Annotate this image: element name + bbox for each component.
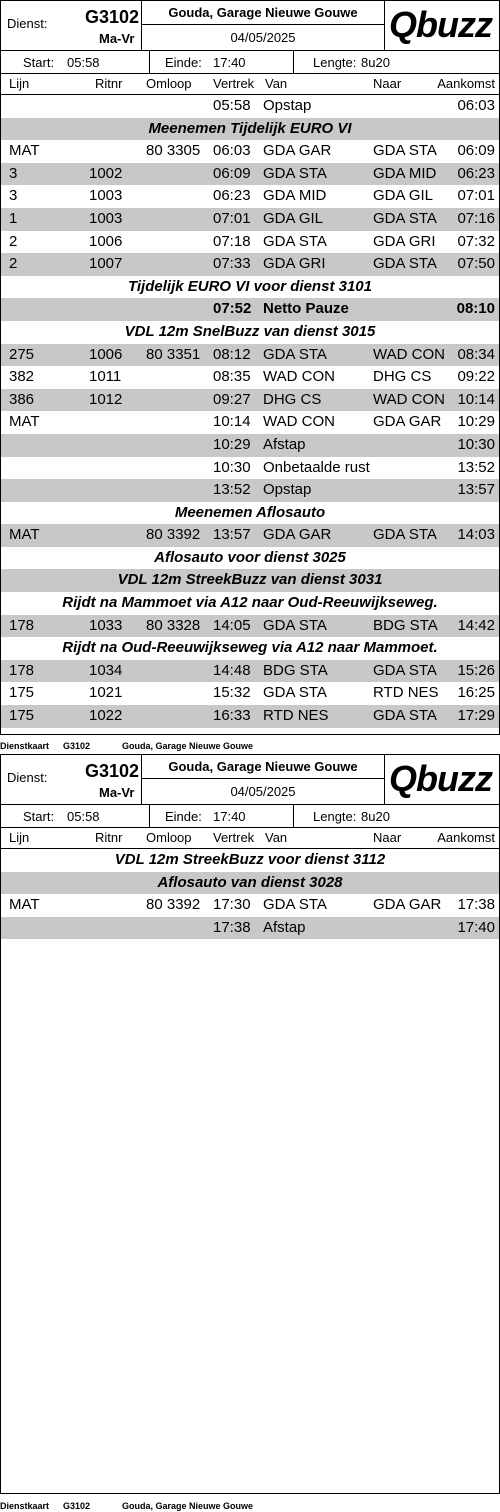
cell-lijn: 275 [9,345,35,363]
footer-location: Gouda, Garage Nieuwe Gouwe [122,741,254,751]
cell-vertrek: 06:23 [213,187,251,205]
trip-row [1,434,499,457]
cell-vertrek: 10:14 [213,413,251,431]
cell-lijn: 178 [9,661,35,679]
cell-vertrek: 17:30 [213,896,251,914]
cell-omloop: 80 3351 [146,345,201,363]
cell-van: Afstap [263,918,306,936]
cell-van: GDA STA [263,232,327,250]
qbuzz-logo: Qbuzz [389,4,492,45]
service-date: 04/05/2025 [141,25,385,50]
trip-row [1,524,499,547]
cell-lijn: MAT [9,413,40,431]
garage-location: Gouda, Garage Nieuwe Gouwe [141,1,385,25]
trip-row [1,95,499,118]
cell-ritnr: 1022 [89,707,123,725]
cell-vertrek: 07:18 [213,232,251,250]
col-aankomst: Aankomst [437,830,495,845]
cell-lijn: 386 [9,390,35,408]
cell-naar: GDA MID [373,164,437,182]
cell-vertrek: 07:52 [213,300,252,318]
service-label: Dienst: [7,770,48,785]
cell-van: GDA STA [263,164,327,182]
cell-naar: BDG STA [373,616,438,634]
cell-naar: GDA GAR [373,413,442,431]
shift-length: 8u20 [361,809,390,824]
cell-naar: GDA STA [373,526,437,544]
section-title [1,872,499,895]
trip-row [1,140,499,163]
col-naar: Naar [373,830,402,845]
cell-aankomst: 13:52 [457,458,495,476]
footer-code: G3102 [63,1501,91,1511]
cell-ritnr: 1003 [89,187,123,205]
trip-row [1,479,499,502]
cell-ritnr: 1002 [89,164,123,182]
card-header [1,755,499,805]
cell-vertrek: 14:48 [213,661,251,679]
cell-vertrek: 13:52 [213,481,251,499]
start-time: 05:58 [67,809,100,824]
cell-van: GDA GAR [263,526,332,544]
cell-van: GDA STA [263,684,327,702]
col-omloop: Omloop [146,76,192,91]
col-naar: Naar [373,76,402,91]
service-code: G3102 [85,7,140,27]
section-title-text: Meenemen Tijdelijk EURO VI [148,119,352,137]
cell-vertrek: 08:12 [213,345,251,363]
cell-naar: GDA STA [373,255,437,273]
cell-aankomst: 07:50 [457,255,495,273]
cell-van: DHG CS [263,390,322,408]
section-title-text: Tijdelijk EURO VI voor dienst 3101 [128,277,372,295]
cell-lijn: MAT [9,142,40,160]
service-label: Dienst: [7,16,48,31]
trip-row [1,457,499,480]
start-label: Start: [23,809,55,824]
column-header [1,74,499,95]
length-label: Lengte: [313,809,357,824]
length-label: Lengte: [313,55,357,70]
section-title-text: Rijdt na Mammoet via A12 naar Oud-Reeuwijkseweg. [62,594,438,612]
section-title-text: VDL 12m StreekBuzz voor dienst 3112 [114,851,386,868]
cell-lijn: 1 [9,209,18,227]
cell-vertrek: 17:38 [213,918,251,936]
cell-ritnr: 1011 [89,368,122,386]
shift-length: 8u20 [361,55,390,70]
cell-naar: WAD CON [373,345,445,363]
cell-vertrek: 05:58 [213,97,251,114]
section-title [1,547,499,570]
cell-lijn: 3 [9,164,18,182]
cell-van: Afstap [263,435,306,453]
cell-vertrek: 09:27 [213,390,251,408]
cell-lijn: 3 [9,187,18,205]
cell-lijn: 175 [9,707,35,725]
trip-row [1,660,499,683]
trip-row [1,917,499,940]
cell-vertrek: 06:03 [213,142,251,160]
trip-row [1,163,499,186]
col-lijn: Lijn [9,76,30,91]
cell-aankomst: 06:09 [457,142,495,160]
trip-row [1,253,499,276]
cell-lijn: 2 [9,255,18,273]
cell-aankomst: 06:03 [457,97,495,114]
service-days: Ma-Vr [99,31,135,46]
cell-van: Opstap [263,481,312,499]
cell-naar: GDA STA [373,707,437,725]
cell-vertrek: 14:05 [213,616,251,634]
cell-van: GDA GRI [263,255,326,273]
duty-card-1 [0,0,500,735]
cell-van: GDA MID [263,187,327,205]
trip-row [1,682,499,705]
start-time: 05:58 [67,55,100,70]
cell-omloop: 80 3392 [146,526,201,544]
cell-ritnr: 1033 [89,616,123,634]
cell-naar: GDA GRI [373,232,436,250]
cell-naar: GDA STA [373,142,437,160]
rows-page-2 [1,849,499,939]
cell-aankomst: 06:23 [457,164,495,182]
col-vertrek: Vertrek [213,76,255,91]
cell-aankomst: 07:01 [457,187,495,205]
cell-vertrek: 08:35 [213,368,251,386]
section-title-text: Meenemen Aflosauto [174,503,326,521]
card-1-head [1,1,499,95]
cell-ritnr: 1007 [89,255,123,273]
cell-omloop: 80 3305 [146,142,201,160]
col-aankomst: Aankomst [437,76,495,91]
footer-code: G3102 [63,741,91,751]
section-title [1,569,499,592]
cell-aankomst: 17:29 [457,707,495,725]
end-label: Einde: [165,809,202,824]
cell-ritnr: 1003 [89,209,123,227]
trip-row [1,366,499,389]
footer-location: Gouda, Garage Nieuwe Gouwe [122,1501,254,1511]
trip-row [1,894,499,917]
cell-aankomst: 09:22 [457,368,495,386]
section-title [1,849,499,872]
trip-row [1,298,499,321]
cell-aankomst: 10:14 [457,390,495,408]
cell-aankomst: 10:29 [457,413,495,431]
cell-ritnr: 1012 [89,390,123,408]
trip-row [1,185,499,208]
cell-aankomst: 08:34 [457,345,495,363]
trip-row [1,231,499,254]
section-title [1,118,499,141]
section-title [1,502,499,525]
cell-omloop: 80 3392 [146,896,201,914]
garage-location: Gouda, Garage Nieuwe Gouwe [141,755,385,779]
footer-label: Dienstkaart [0,741,50,751]
col-vertrek: Vertrek [213,830,255,845]
trip-row [1,411,499,434]
col-van: Van [265,76,288,91]
section-title [1,592,499,615]
cell-aankomst: 16:25 [457,684,495,702]
column-header [1,828,499,849]
col-ritnr: Ritnr [95,830,123,845]
footer-label: Dienstkaart [0,1501,50,1511]
cell-vertrek: 06:09 [213,164,251,182]
cell-omloop: 80 3328 [146,616,201,634]
cell-vertrek: 10:29 [213,435,251,453]
cell-ritnr: 1021 [89,684,123,702]
qbuzz-logo: Qbuzz [389,758,492,799]
cell-aankomst: 10:30 [457,435,495,453]
cell-aankomst: 07:32 [457,232,495,250]
cell-aankomst: 14:42 [457,616,495,634]
cell-lijn: 178 [9,616,35,634]
cell-van: Opstap [263,97,312,114]
cell-naar: DHG CS [373,368,432,386]
section-title [1,276,499,299]
cell-van: GDA GIL [263,209,324,227]
end-label: Einde: [165,55,202,70]
cell-lijn: 175 [9,684,35,702]
service-days: Ma-Vr [99,785,135,800]
card-2-head [1,755,499,849]
end-time: 17:40 [213,55,246,70]
card-header [1,1,499,51]
cell-van: WAD CON [263,368,335,386]
service-code: G3102 [85,761,140,781]
duty-card-2 [0,754,500,1494]
section-title [1,637,499,660]
cell-vertrek: 07:01 [213,209,251,227]
cell-aankomst: 15:26 [457,661,495,679]
cell-lijn: MAT [9,896,40,914]
cell-vertrek: 16:33 [213,707,251,725]
cell-vertrek: 10:30 [213,458,251,476]
cell-aankomst: 17:40 [457,918,495,936]
cell-van: GDA STA [263,616,327,634]
section-title-text: VDL 12m SnelBuzz van dienst 3015 [124,322,376,340]
section-title-text: Aflosauto van dienst 3028 [157,873,343,891]
trip-row [1,344,499,367]
cell-van: Netto Pauze [263,300,349,318]
cell-aankomst: 14:03 [457,526,495,544]
cell-van: GDA GAR [263,142,332,160]
cell-lijn: 2 [9,232,18,250]
cell-lijn: 382 [9,368,35,386]
end-time: 17:40 [213,809,246,824]
cell-aankomst: 13:57 [457,481,495,499]
trip-row [1,615,499,638]
shift-info [1,51,499,74]
cell-ritnr: 1006 [89,232,123,250]
col-omloop: Omloop [146,830,192,845]
cell-lijn: MAT [9,526,40,544]
section-title [1,321,499,344]
cell-naar: WAD CON [373,390,445,408]
service-date: 04/05/2025 [141,779,385,804]
section-title-text: VDL 12m StreekBuzz van dienst 3031 [117,571,383,589]
col-lijn: Lijn [9,830,30,845]
cell-naar: GDA STA [373,209,437,227]
col-ritnr: Ritnr [95,76,123,91]
section-title-text: Rijdt na Oud-Reeuwijkseweg via A12 naar Mammoet. [62,639,438,657]
cell-naar: GDA STA [373,661,437,679]
cell-aankomst: 08:10 [456,300,495,318]
cell-naar: GDA GIL [373,187,434,205]
cell-van: WAD CON [263,413,335,431]
cell-naar: GDA GAR [373,896,442,914]
cell-van: Onbetaalde rust [263,458,370,476]
trip-row [1,389,499,412]
trip-row [1,208,499,231]
cell-vertrek: 15:32 [213,684,251,702]
cell-naar: RTD NES [373,684,439,702]
cell-van: GDA STA [263,896,327,914]
cell-vertrek: 07:33 [213,255,251,273]
cell-vertrek: 13:57 [213,526,251,544]
shift-info [1,805,499,828]
cell-ritnr: 1034 [89,661,123,679]
section-title-text: Aflosauto voor dienst 3025 [154,548,346,566]
cell-van: GDA STA [263,345,327,363]
cell-van: BDG STA [263,661,328,679]
cell-ritnr: 1006 [89,345,123,363]
cell-aankomst: 17:38 [457,896,495,914]
trip-row [1,705,499,728]
col-van: Van [265,830,288,845]
rows-page-1 [1,95,499,728]
cell-van: RTD NES [263,707,329,725]
start-label: Start: [23,55,55,70]
cell-aankomst: 07:16 [457,209,495,227]
